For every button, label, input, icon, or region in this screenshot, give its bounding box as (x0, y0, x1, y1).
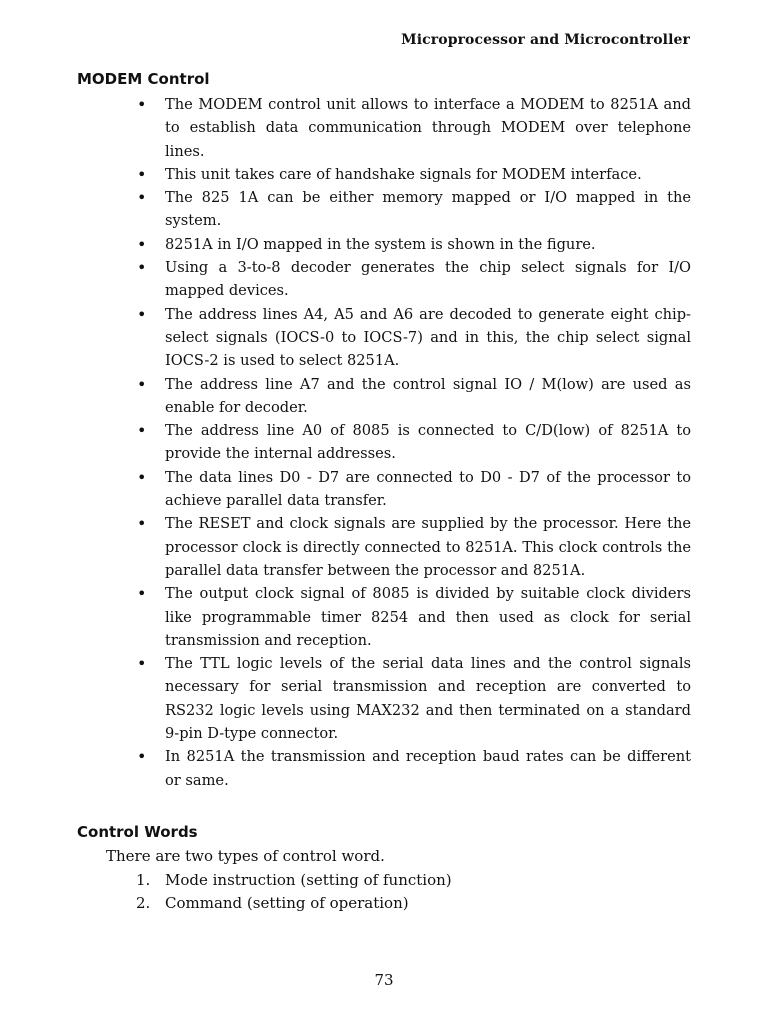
page-number: 73 (374, 971, 394, 989)
bullet-item: • The data lines D0 - D7 are connected to D0 - D7 of the processor to achieve parallel data transfer. (165, 466, 691, 513)
control-words-intro: There are two types of control word. (106, 847, 385, 865)
bullet-item: • The address line A0 of 8085 is connected to C/D(low) of 8251A to provide the internal addresses. (165, 419, 691, 466)
bullet-item: • The address lines A4, A5 and A6 are decoded to generate eight chip-select signals (IOCS-0 to IOCS-7) and in this, the chip select signal IOCS-2 is used to select 8251A. (165, 303, 691, 373)
item-text: Mode instruction (setting of function) (165, 871, 452, 889)
bullet-item: • Using a 3-to-8 decoder generates the chip select signals for I/O mapped devices. (165, 256, 691, 303)
numbered-item (136, 892, 452, 915)
item-number: 2. (136, 894, 151, 912)
control-word-types-list (136, 869, 452, 915)
item-text: Command (setting of operation) (165, 894, 409, 912)
modem-control-bullet-list (165, 93, 691, 792)
running-header: Microprocessor and Microcontroller (401, 32, 690, 48)
bullet-item: • 8251A in I/O mapped in the system is shown in the figure. (165, 233, 691, 256)
bullet-item: • The RESET and clock signals are supplied by the processor. Here the processor clock is directly connected to 8251A. This clock controls the parallel data transfer between the processor and 8251A. (165, 512, 691, 582)
numbered-item (136, 869, 452, 892)
bullet-item: • The address line A7 and the control signal IO / M(low) are used as enable for decoder. (165, 373, 691, 420)
bullet-item: • The TTL logic levels of the serial data lines and the control signals necessary for serial transmission and reception are converted to RS232 logic levels using MAX232 and then terminated on a standard 9-pin D-type connector. (165, 652, 691, 745)
bullet-item: • In 8251A the transmission and reception baud rates can be different or same. (165, 745, 691, 792)
bullet-item: • The output clock signal of 8085 is divided by suitable clock dividers like programmable timer 8254 and then used as clock for serial transmission and reception. (165, 582, 691, 652)
section-heading-modem-control: MODEM Control (77, 70, 210, 88)
bullet-item: • This unit takes care of handshake signals for MODEM interface. (165, 163, 691, 186)
item-number: 1. (136, 871, 151, 889)
section-heading-control-words: Control Words (77, 823, 198, 841)
bullet-item: • The MODEM control unit allows to interface a MODEM to 8251A and to establish data communication through MODEM over telephone lines. (165, 93, 691, 163)
bullet-item: • The 825 1A can be either memory mapped or I/O mapped in the system. (165, 186, 691, 233)
